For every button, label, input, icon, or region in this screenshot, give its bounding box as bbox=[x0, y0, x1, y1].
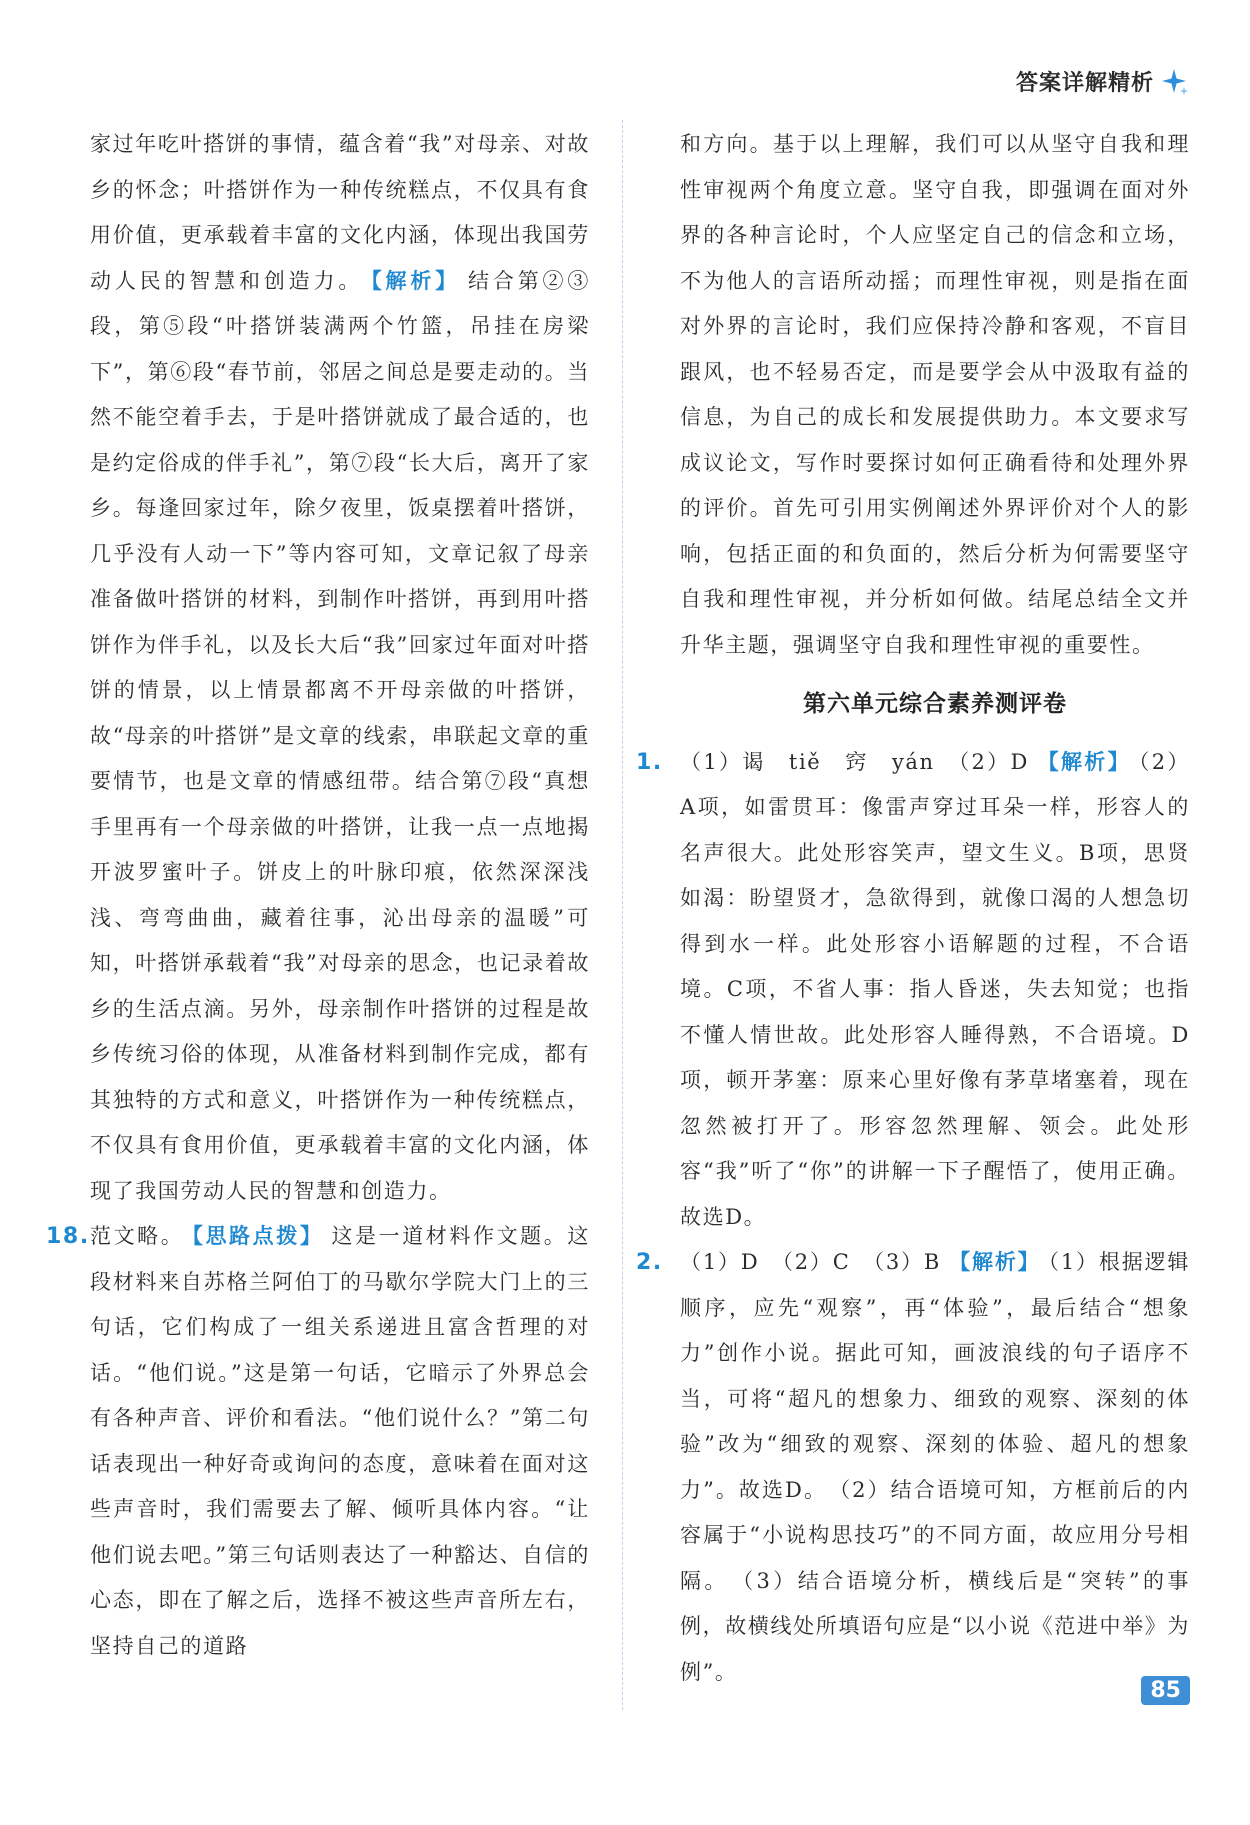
page-number: 85 bbox=[1141, 1676, 1190, 1705]
left-column bbox=[46, 122, 590, 1669]
thinking-tip-tag: 【思路点拨】 bbox=[192, 1224, 324, 1248]
header-title: 答案详解精析 bbox=[1015, 71, 1154, 96]
question-18 bbox=[46, 1214, 590, 1669]
question-number: 2. bbox=[636, 1250, 663, 1275]
question-2-analysis: （1）根据逻辑顺序，应先“观察”，再“体验”，最后结合“想象力”创作小说。据此可知，画波浪线的句子语序不当，可将“超凡的想象力、细致的观察、深刻的体验”改为“细致的观察、深刻的体验、超凡的想象力”。故选D。 （2）结合语境可知，方框前后的内容属于“小说构思技巧”的不同方面，故应用分号相隔。 （3）结合语境分析，横线后是“突转”的事例，故横线处所填语句应是“以小说《范进中举》为例”。 bbox=[680, 1250, 1191, 1684]
column-divider bbox=[622, 120, 623, 1710]
question-number: 18. bbox=[46, 1224, 90, 1249]
right-column bbox=[636, 122, 1191, 1695]
analysis-tag: 【解析】 bbox=[1036, 749, 1131, 774]
question-18-text: 这是一道材料作文题。这段材料来自苏格兰阿伯丁的马歇尔学院大门上的三句话，它们构成了一组关系递进且富含哲理的对话。“他们说。”这是第一句话，它暗示了外界总会有各种声音、评价和看法。“他们说什么？”第二句话表现出一种好奇或询问的态度，意味着在面对这些声音时，我们需要去了解、倾听具体内容。“让他们说去吧。”第三句话则表达了一种豁达、自信的心态，即在了解之后，选择不被这些声音所左右，坚持自己的道路 bbox=[90, 1224, 590, 1658]
question-1-answer: （1）谒 tiě 窍 yán （2）D bbox=[680, 749, 1029, 774]
question-number: 1. bbox=[636, 749, 663, 775]
page-header bbox=[1016, 66, 1190, 97]
question-1 bbox=[636, 740, 1190, 1241]
sparkle-icon bbox=[1160, 67, 1190, 97]
question-2-answer: （1）D （2）C （3）B bbox=[680, 1250, 941, 1274]
question-1-analysis: （2）A项，如雷贯耳：像雷声穿过耳朵一样，形容人的名声很大。此处形容笑声，望文生义。B项，思贤如渴：盼望贤才，急欲得到，就像口渴的人想急切得到水一样。此处形容小语解题的过程，不合语境。C项，不省人事：指人昏迷，失去知觉；也指不懂人情世故。此处形容人睡得熟，不合语境。D项，顿开茅塞：原来心里好像有茅草堵塞着，现在忽然被打开了。形容忽然理解、领会。此处形容“我”听了“你”的讲解一下子醒悟了，使用正确。故选D。 bbox=[680, 749, 1190, 1229]
answer-17-continuation bbox=[90, 122, 590, 1214]
answer-17-text: 家过年吃叶搭饼的事情，蕴含着“我”对母亲、对故乡的怀念；叶搭饼作为一种传统糕点，不仅具有食用价值，更承载着丰富的文化内涵，体现出我国劳动人民的智慧和创造力。 bbox=[90, 132, 590, 293]
question-18-lead: 范文略。 bbox=[90, 1224, 185, 1248]
analysis-tag: 【解析】 bbox=[948, 1250, 1041, 1274]
question-2 bbox=[636, 1240, 1191, 1695]
answer-18-continuation: 和方向。基于以上理解，我们可以从坚守自我和理性审视两个角度立意。坚守自我，即强调在面对外界的各种言论时，个人应坚定自己的信念和立场，不为他人的言语所动摇；而理性审视，则是指在面对外界的言论时，我们应保持冷静和客观，不盲目跟风，也不轻易否定，而是要学会从中汲取有益的信息，为自己的成长和发展提供助力。本文要求写成议论文，写作时要探讨如何正确看待和处理外界的评价。首先可引用实例阐述外界评价对个人的影响，包括正面的和负面的，然后分析为何需要坚守自我和理性审视，并分析如何做。结尾总结全文并升华主题，强调坚守自我和理性审视的重要性。 bbox=[680, 132, 1190, 657]
section-title: 第六单元综合素养测评卷 bbox=[803, 691, 1067, 717]
answer-17-analysis: 结合第②③段，第⑤段“叶搭饼装满两个竹篮，吊挂在房梁下”，第⑥段“春节前，邻居之间总是要走动的。当然不能空着手去，于是叶搭饼就成了最合适的，也是约定俗成的伴手礼”，第⑦段“长大后，离开了家乡。每逢回家过年，除夕夜里，饭桌摆着叶搭饼，几乎没有人动一下”等内容可知，文章记叙了母亲准备做叶搭饼的材料，到制作叶搭饼，再到用叶搭饼作为伴手礼，以及长大后“我”回家过年面对叶搭饼的情景，以上情景都离不开母亲做的叶搭饼，故“母亲的叶搭饼”是文章的线索，串联起文章的重要情节，也是文章的情感纽带。结合第⑦段“真想手里再有一个母亲做的叶搭饼，让我一点一点地揭开波罗蜜叶子。饼皮上的叶脉印痕，依然深深浅浅、弯弯曲曲，藏着往事，沁出母亲的温暖”可知，叶搭饼承载着“我”对母亲的思念，也记录着故乡的生活点滴。另外，母亲制作叶搭饼的过程是故乡传统习俗的体现，从准备材料到制作完成，都有其独特的方式和意义，叶搭饼作为一种传统糕点，不仅具有食用价值，更承载着丰富的文化内涵，体现了我国劳动人民的智慧和创造力。 bbox=[90, 268, 590, 1203]
analysis-tag: 【解析】 bbox=[371, 268, 461, 293]
